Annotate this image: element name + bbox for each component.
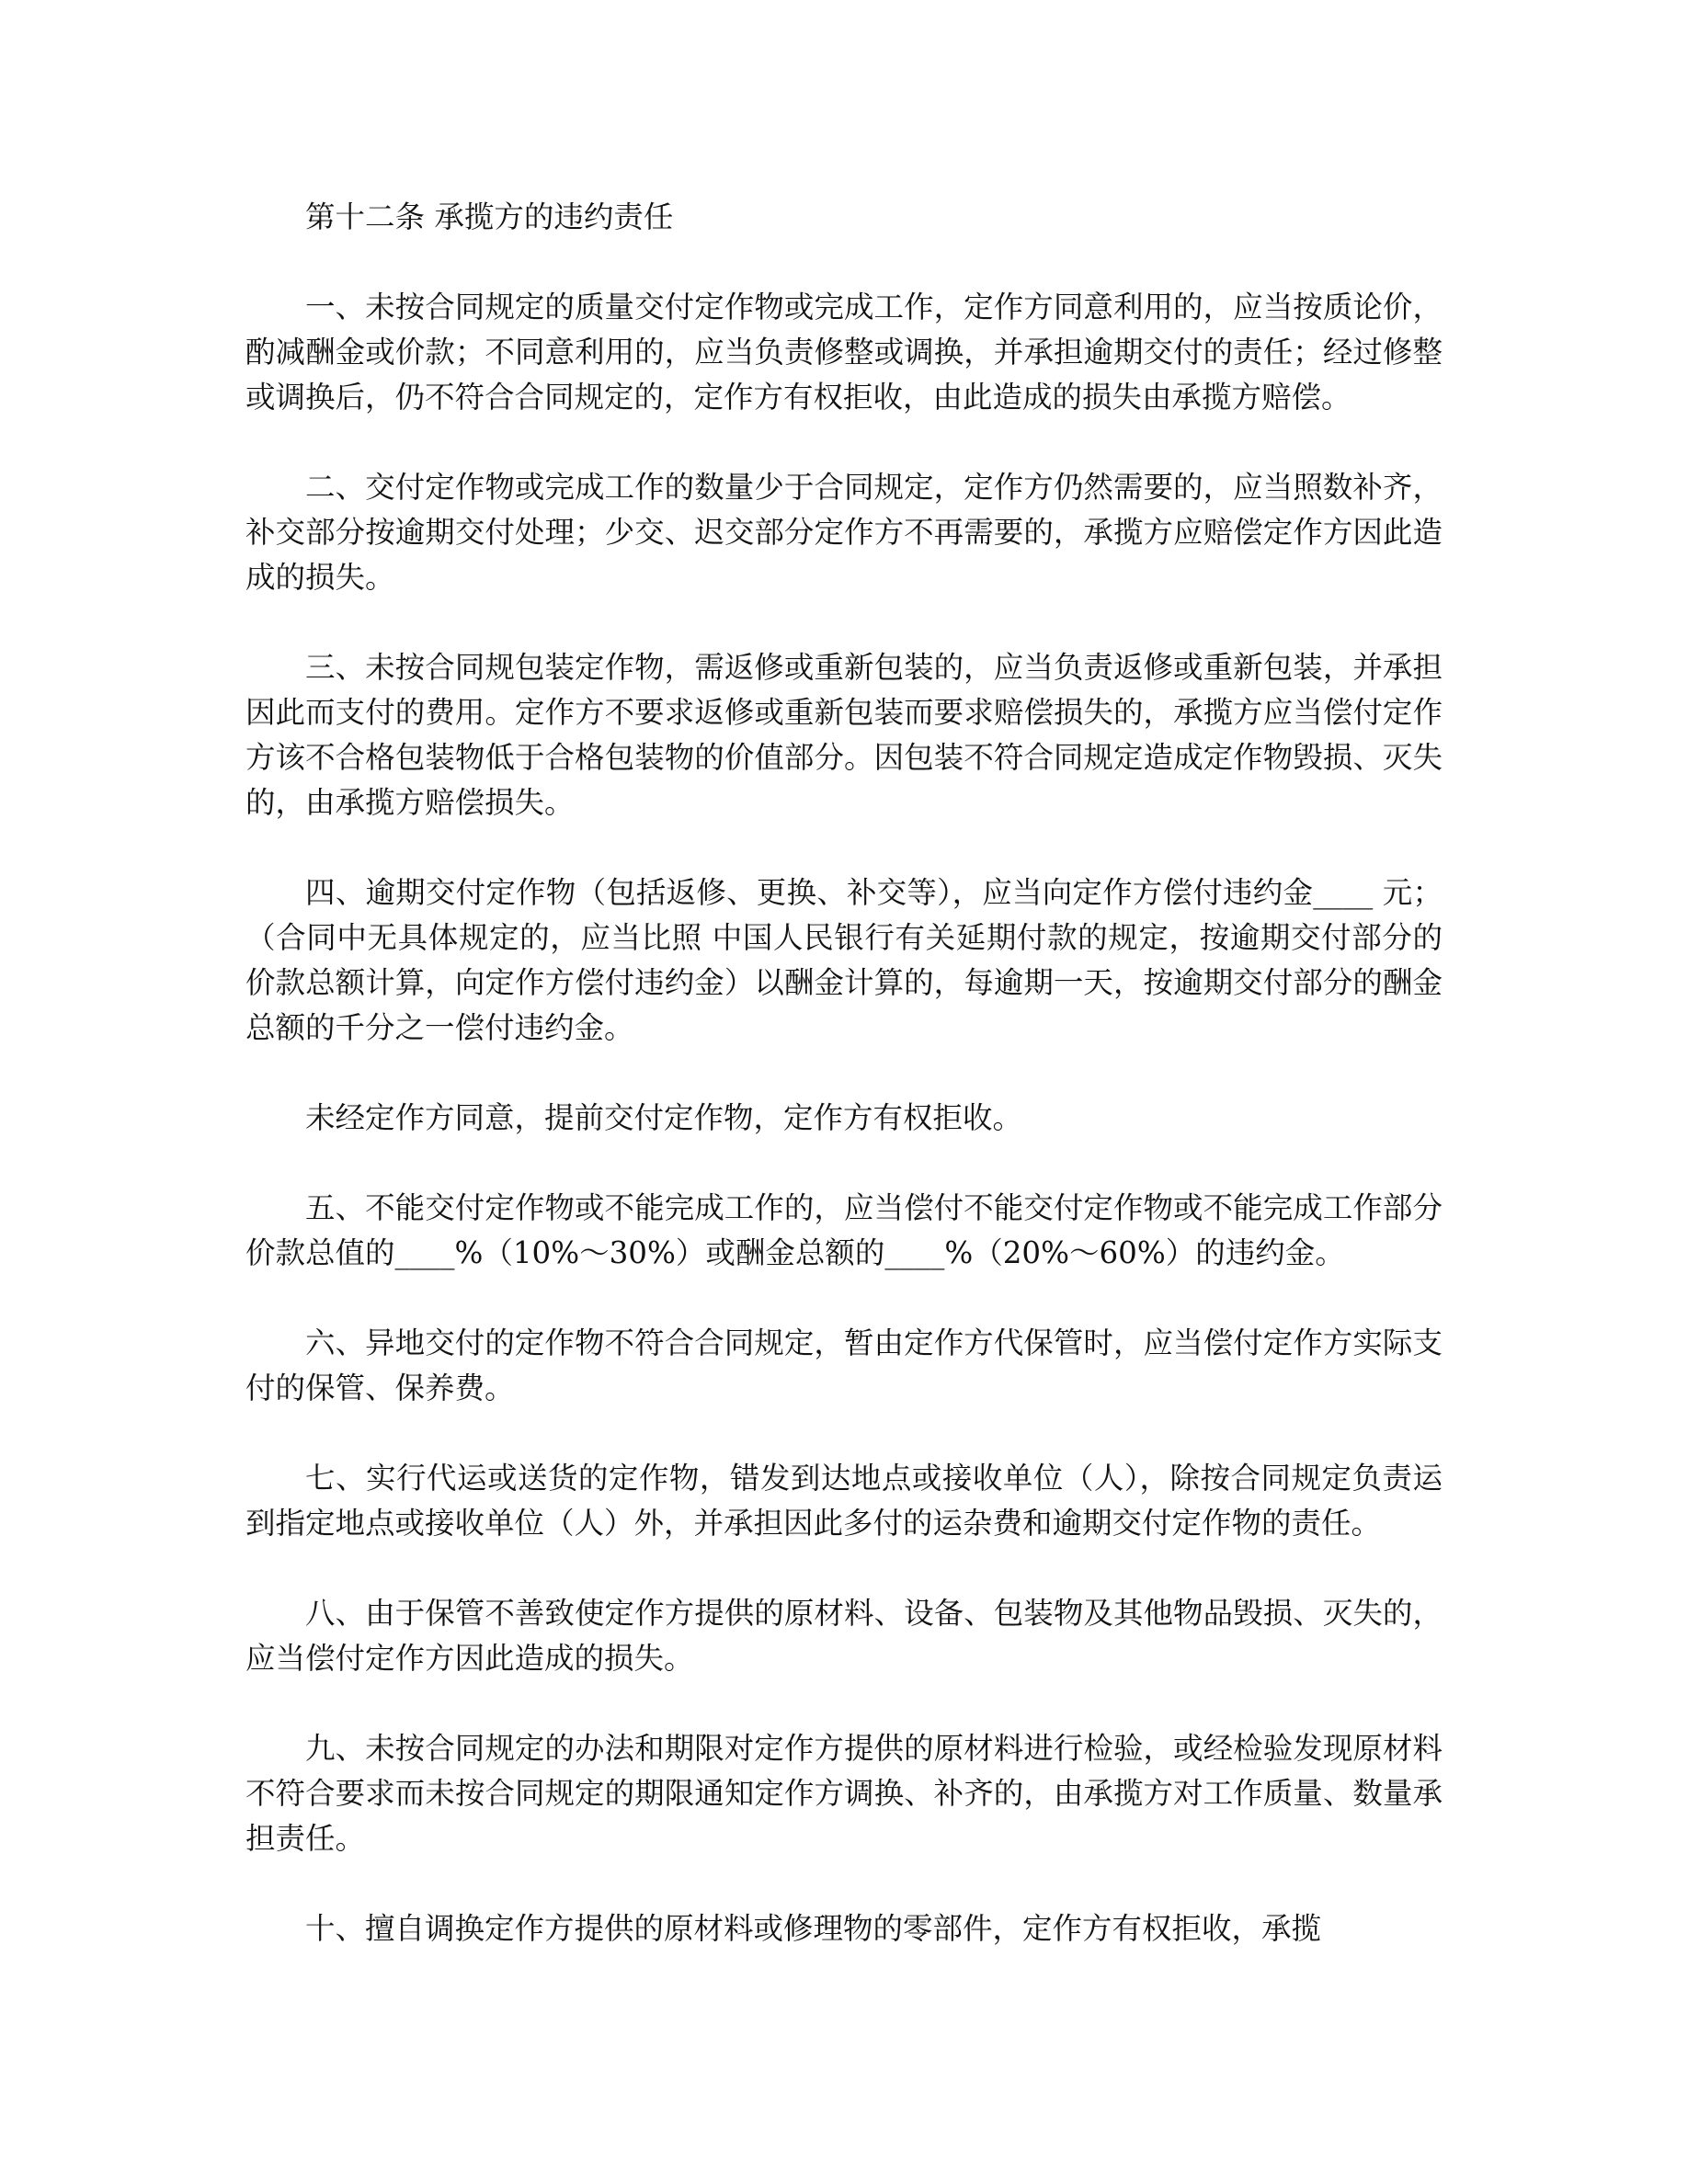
clause-paragraph-1: 一、未按合同规定的质量交付定作物或完成工作，定作方同意利用的，应当按质论价，酌减酬金或价款；不同意利用的，应当负责修整或调换，并承担逾期交付的责任；经过修整或调换后，仍不符合合同规定的，定作方有权拒收，由此造成的损失由承揽方赔偿。 (245, 290, 1443, 415)
clause-paragraph-7: 七、实行代运或送货的定作物，错发到达地点或接收单位（人），除按合同规定负责运到指定地点或接收单位（人）外，并承担因此多付的运杂费和逾期交付定作物的责任。 (245, 1461, 1443, 1541)
clause-paragraph-8: 八、由于保管不善致使定作方提供的原材料、设备、包装物及其他物品毁损、灭失的，应当偿付定作方因此造成的损失。 (245, 1596, 1443, 1676)
document-body (245, 195, 1443, 1996)
article-heading: 第十二条 承揽方的违约责任 (305, 199, 674, 234)
clause-paragraph-2: 二、交付定作物或完成工作的数量少于合同规定，定作方仍然需要的，应当照数补齐，补交部分按逾期交付处理；少交、迟交部分定作方不再需要的，承揽方应赔偿定作方因此造成的损失。 (245, 470, 1443, 595)
clause-paragraph-4: 四、逾期交付定作物（包括返修、更换、补交等），应当向定作方偿付违约金____ 元；（合同中无具体规定的，应当比照 中国人民银行有关延期付款的规定，按逾期交付部分的价款总额计算，向定作方偿付违约金）以酬金计算的，每逾期一天，按逾期交付部分的酬金总额的千分之一偿付违约金。 (245, 875, 1443, 1045)
clause-paragraph-3: 三、未按合同规包装定作物，需返修或重新包装的，应当负责返修或重新包装，并承担因此而支付的费用。定作方不要求返修或重新包装而要求赔偿损失的，承揽方应当偿付定作方该不合格包装物低于合格包装物的价值部分。因包装不符合同规定造成定作物毁损、灭失的，由承揽方赔偿损失。 (245, 650, 1443, 820)
clause-paragraph-4-note: 未经定作方同意，提前交付定作物，定作方有权拒收。 (305, 1100, 1023, 1135)
clause-paragraph-10: 十、擅自调换定作方提供的原材料或修理物的零部件，定作方有权拒收，承揽 (305, 1911, 1322, 1946)
clause-paragraph-5: 五、不能交付定作物或不能完成工作的，应当偿付不能交付定作物或不能完成工作部分价款总值的____%（10%～30%）或酬金总额的____%（20%～60%）的违约金。 (245, 1190, 1443, 1270)
clause-paragraph-9: 九、未按合同规定的办法和期限对定作方提供的原材料进行检验，或经检验发现原材料不符合要求而未按合同规定的期限通知定作方调换、补齐的，由承揽方对工作质量、数量承担责任。 (245, 1731, 1443, 1856)
clause-paragraph-6: 六、异地交付的定作物不符合合同规定，暂由定作方代保管时，应当偿付定作方实际支付的保管、保养费。 (245, 1325, 1443, 1405)
